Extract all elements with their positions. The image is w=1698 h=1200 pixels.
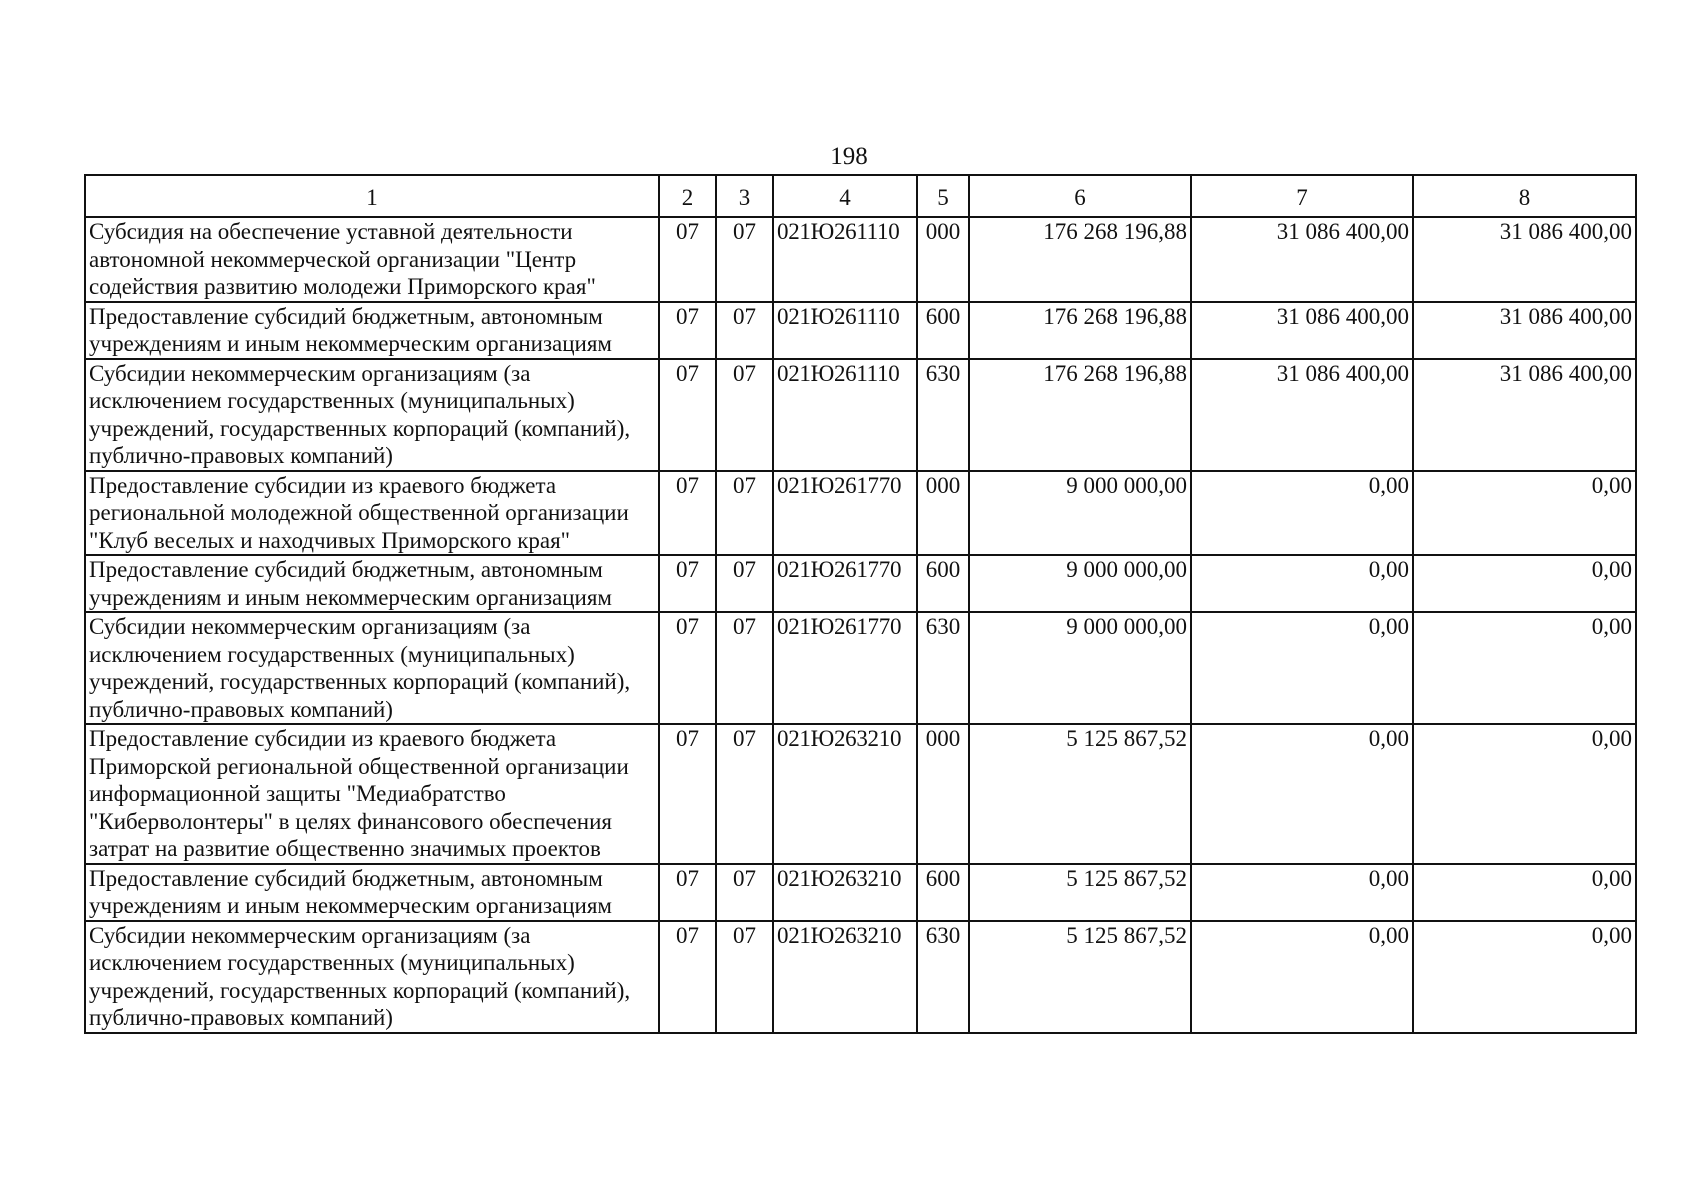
table-row bbox=[85, 471, 1636, 556]
amount-col-6: 9 000 000,00 bbox=[969, 555, 1191, 612]
expense-name: Субсидия на обеспечение уставной деятельности автономной некоммерческой организации "Центр содействия развитию молодежи Приморского края" bbox=[85, 217, 659, 302]
expense-name: Предоставление субсидий бюджетным, автономным учреждениям и иным некоммерческим организациям bbox=[85, 302, 659, 359]
expense-type-code: 630 bbox=[917, 921, 969, 1033]
subsection-code: 07 bbox=[716, 555, 773, 612]
expense-type-code: 600 bbox=[917, 555, 969, 612]
section-code: 07 bbox=[659, 471, 716, 556]
amount-col-6: 5 125 867,52 bbox=[969, 864, 1191, 921]
subsection-code: 07 bbox=[716, 302, 773, 359]
column-header: 7 bbox=[1191, 175, 1413, 217]
section-code: 07 bbox=[659, 359, 716, 471]
amount-col-6: 9 000 000,00 bbox=[969, 471, 1191, 556]
target-article-code: 021Ю261110 bbox=[773, 302, 917, 359]
section-code: 07 bbox=[659, 612, 716, 724]
table-row bbox=[85, 359, 1636, 471]
page-number: 198 bbox=[830, 143, 868, 170]
section-code: 07 bbox=[659, 921, 716, 1033]
expense-name: Предоставление субсидии из краевого бюджета региональной молодежной общественной организации "Клуб веселых и находчивых Приморского края" bbox=[85, 471, 659, 556]
expense-type-code: 000 bbox=[917, 724, 969, 864]
target-article-code: 021Ю261770 bbox=[773, 471, 917, 556]
header-row bbox=[85, 175, 1636, 217]
column-header: 3 bbox=[716, 175, 773, 217]
target-article-code: 021Ю261770 bbox=[773, 555, 917, 612]
expense-type-code: 630 bbox=[917, 612, 969, 724]
subsection-code: 07 bbox=[716, 724, 773, 864]
expense-name: Предоставление субсидий бюджетным, автономным учреждениям и иным некоммерческим организациям bbox=[85, 864, 659, 921]
expense-name: Предоставление субсидии из краевого бюджета Приморской региональной общественной организации информационной защиты "Медиабратство "Киберволонтеры" в целях финансового обеспечения затрат на развитие общественно значимых проектов bbox=[85, 724, 659, 864]
amount-col-8: 31 086 400,00 bbox=[1413, 302, 1636, 359]
expense-name: Субсидии некоммерческим организациям (за исключением государственных (муниципальных) учреждений, государственных корпораций (компаний), публично-правовых компаний) bbox=[85, 921, 659, 1033]
amount-col-8: 0,00 bbox=[1413, 864, 1636, 921]
amount-col-8: 0,00 bbox=[1413, 921, 1636, 1033]
amount-col-7: 0,00 bbox=[1191, 555, 1413, 612]
amount-col-8: 0,00 bbox=[1413, 724, 1636, 864]
subsection-code: 07 bbox=[716, 921, 773, 1033]
subsection-code: 07 bbox=[716, 471, 773, 556]
table-row bbox=[85, 921, 1636, 1033]
amount-col-7: 31 086 400,00 bbox=[1191, 217, 1413, 302]
expense-type-code: 600 bbox=[917, 302, 969, 359]
amount-col-7: 0,00 bbox=[1191, 921, 1413, 1033]
amount-col-6: 5 125 867,52 bbox=[969, 724, 1191, 864]
section-code: 07 bbox=[659, 555, 716, 612]
amount-col-7: 0,00 bbox=[1191, 471, 1413, 556]
column-header: 1 bbox=[85, 175, 659, 217]
expense-name: Субсидии некоммерческим организациям (за исключением государственных (муниципальных) учреждений, государственных корпораций (компаний), публично-правовых компаний) bbox=[85, 612, 659, 724]
subsection-code: 07 bbox=[716, 359, 773, 471]
budget-table bbox=[84, 174, 1637, 1034]
amount-col-7: 0,00 bbox=[1191, 864, 1413, 921]
column-header: 4 bbox=[773, 175, 917, 217]
amount-col-8: 0,00 bbox=[1413, 555, 1636, 612]
section-code: 07 bbox=[659, 724, 716, 864]
target-article-code: 021Ю263210 bbox=[773, 724, 917, 864]
amount-col-6: 176 268 196,88 bbox=[969, 217, 1191, 302]
table-row bbox=[85, 864, 1636, 921]
target-article-code: 021Ю261110 bbox=[773, 217, 917, 302]
amount-col-7: 0,00 bbox=[1191, 724, 1413, 864]
section-code: 07 bbox=[659, 864, 716, 921]
section-code: 07 bbox=[659, 217, 716, 302]
amount-col-7: 31 086 400,00 bbox=[1191, 302, 1413, 359]
table-row bbox=[85, 217, 1636, 302]
target-article-code: 021Ю263210 bbox=[773, 921, 917, 1033]
column-header: 6 bbox=[969, 175, 1191, 217]
expense-type-code: 600 bbox=[917, 864, 969, 921]
amount-col-8: 31 086 400,00 bbox=[1413, 359, 1636, 471]
column-header: 2 bbox=[659, 175, 716, 217]
amount-col-8: 0,00 bbox=[1413, 471, 1636, 556]
table-row bbox=[85, 302, 1636, 359]
subsection-code: 07 bbox=[716, 612, 773, 724]
expense-type-code: 630 bbox=[917, 359, 969, 471]
amount-col-6: 5 125 867,52 bbox=[969, 921, 1191, 1033]
amount-col-8: 0,00 bbox=[1413, 612, 1636, 724]
table-row bbox=[85, 724, 1636, 864]
expense-type-code: 000 bbox=[917, 471, 969, 556]
amount-col-7: 0,00 bbox=[1191, 612, 1413, 724]
section-code: 07 bbox=[659, 302, 716, 359]
amount-col-6: 176 268 196,88 bbox=[969, 302, 1191, 359]
amount-col-8: 31 086 400,00 bbox=[1413, 217, 1636, 302]
amount-col-7: 31 086 400,00 bbox=[1191, 359, 1413, 471]
target-article-code: 021Ю263210 bbox=[773, 864, 917, 921]
subsection-code: 07 bbox=[716, 864, 773, 921]
target-article-code: 021Ю261110 bbox=[773, 359, 917, 471]
column-header: 5 bbox=[917, 175, 969, 217]
expense-type-code: 000 bbox=[917, 217, 969, 302]
expense-name: Субсидии некоммерческим организациям (за исключением государственных (муниципальных) учреждений, государственных корпораций (компаний), публично-правовых компаний) bbox=[85, 359, 659, 471]
amount-col-6: 176 268 196,88 bbox=[969, 359, 1191, 471]
target-article-code: 021Ю261770 bbox=[773, 612, 917, 724]
column-header: 8 bbox=[1413, 175, 1636, 217]
amount-col-6: 9 000 000,00 bbox=[969, 612, 1191, 724]
subsection-code: 07 bbox=[716, 217, 773, 302]
table-row bbox=[85, 612, 1636, 724]
table-row bbox=[85, 555, 1636, 612]
expense-name: Предоставление субсидий бюджетным, автономным учреждениям и иным некоммерческим организациям bbox=[85, 555, 659, 612]
